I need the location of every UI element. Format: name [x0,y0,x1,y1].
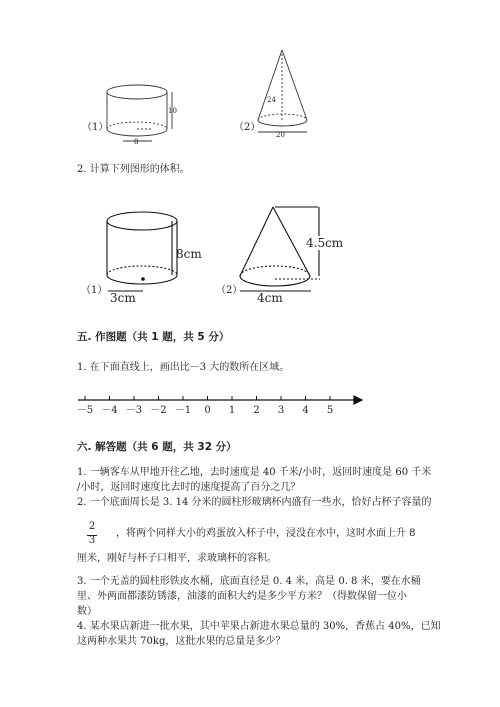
section-6-q4-line-1: 4. 某水果店新进一批水果，其中苹果占新进水果总量的 30%，香蕉占 40%，已知 [77,621,441,632]
mid-cylinder-height: 8cm [176,247,202,261]
mid-cylinder-radius: 3cm [110,291,136,305]
number-line-label: 1 [228,405,236,416]
mid-cylinder-label: （1） [81,285,108,296]
section-5-question-1: 1. 在下面直线上，画出比－3 大的数所在区域。 [77,362,290,373]
section-6-q2-line-1: 2. 一个底面周长是 3. 14 分米的圆柱形玻璃杯内盛有一些水，恰好占杯子容量的 [77,497,432,508]
section-5-heading: 五. 作图题（共 1 题，共 5 分） [77,331,230,343]
top-cylinder-height: 10 [168,107,177,115]
section-6-q1-line-1: 1. 一辆客车从甲地开往乙地，去时速度是 40 千米/小时，返回时速度是 60 千米 [77,467,432,478]
question-2-calc-volume: 2. 计算下列图形的体积。 [77,164,190,175]
section-6-q3-line-1: 3. 一个无盖的圆柱形铁皮水桶，底面直径是 0. 4 米，高是 0. 8 米，要在水桶 [77,576,421,587]
number-line-label: －4 [101,405,118,416]
number-line-label: －3 [125,405,143,416]
fraction-denominator: 3 [88,535,96,546]
section-6-heading: 六. 解答题（共 6 题，共 32 分） [77,441,237,453]
section-6-q2-line-2: ，将两个同样大小的鸡蛋放入杯子中，浸没在水中，这时水面上升 8 [116,528,416,539]
number-line-label: 4 [302,405,309,416]
top-cone-height: 24 [267,96,276,104]
section-6-q3-line-3: 数） [77,606,97,617]
mid-cone-label: （2） [216,285,243,296]
top-cylinder-label: （1） [82,122,109,133]
number-line-label: －1 [174,405,192,416]
number-line-label: 5 [326,405,334,416]
top-cylinder-diameter: 8 [134,138,139,146]
top-cone-figure [258,50,307,132]
top-cone-diameter: 20 [276,131,285,139]
number-line-label: 0 [204,405,211,416]
section-6-q3-line-2: 里、外两面都漆防锈漆，油漆的面积大约是多少平方米？（得数保留一位小 [77,591,407,602]
number-line [78,396,362,404]
number-line-label: 3 [277,405,285,416]
section-6-q1-line-2: /小时，返回时速度比去时的速度提高了百分之几？ [77,482,301,493]
section-6-q2-line-3: 厘米，刚好与杯子口相平，求玻璃杯的容积。 [77,553,277,564]
number-line-label: －2 [150,405,167,416]
number-line-label: －5 [76,405,94,416]
mid-cone-radius: 4cm [257,291,283,305]
top-cone-label: （2） [234,122,261,133]
number-line-label: 2 [253,405,260,416]
top-cylinder-figure [107,85,172,141]
cylinder-center-dot [141,277,145,281]
fraction-numerator: 2 [88,521,96,532]
mid-cone-height: 4.5cm [306,236,344,250]
section-6-q4-line-2: 这两种水果共 70kg，这批水果的总量是多少？ [77,636,286,647]
